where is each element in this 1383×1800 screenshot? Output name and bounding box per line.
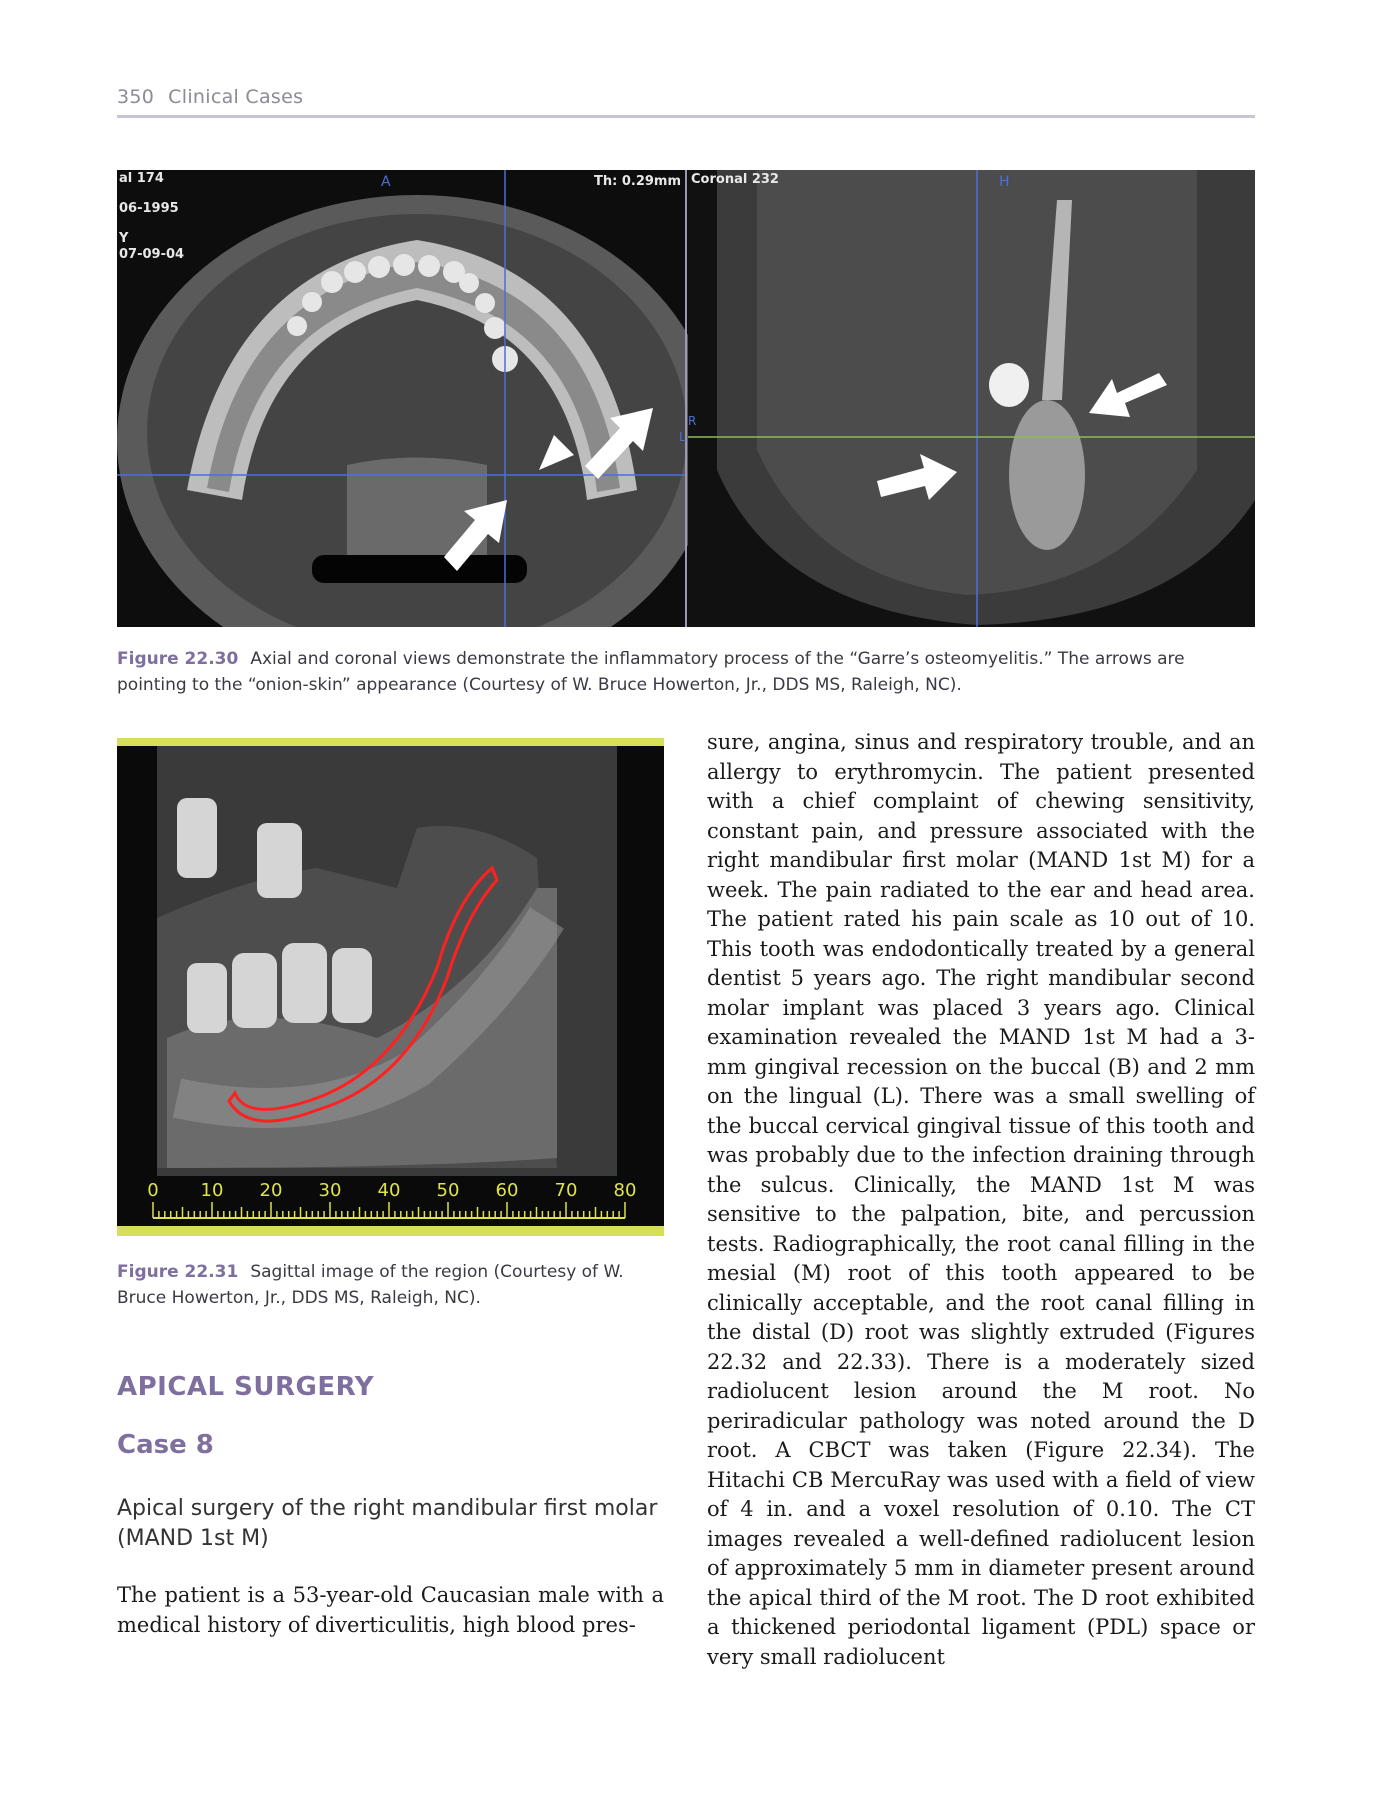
left-column-paragraph: The patient is a 53-year-old Caucasian male with a medical history of diverticulitis, high blood pres- — [117, 1583, 664, 1637]
header-rule — [117, 115, 1255, 118]
figure-22-31-caption-text: Sagittal image of the region (Courtesy of W. Bruce Howerton, Jr., DDS MS, Raleigh, NC). — [117, 1262, 624, 1308]
ruler-tick-label: 0 — [147, 1180, 159, 1201]
figure-22-30-label: Figure 22.30 — [117, 649, 239, 669]
ruler-tick-label: 20 — [259, 1180, 283, 1201]
axial-label-line-1: al 174 — [119, 171, 164, 186]
axial-label-line-4: 07-09-04 — [119, 247, 185, 262]
section-title: APICAL SURGERY — [117, 1372, 375, 1402]
marker-r: R — [688, 414, 697, 428]
running-head-section: Clinical Cases — [168, 86, 304, 108]
page-number: 350 — [117, 86, 155, 108]
figure-22-31-image — [117, 738, 664, 1236]
axial-label-line-3: Y — [119, 231, 129, 246]
coronal-marker: H — [999, 174, 1010, 190]
figure-22-30-caption — [117, 646, 1255, 698]
ruler-tick-label: 60 — [495, 1180, 519, 1201]
ruler-tick-label: 30 — [318, 1180, 342, 1201]
axial-label-line-2: 06-1995 — [119, 201, 179, 216]
ruler-tick-label: 40 — [377, 1180, 401, 1201]
ruler-tick-label: 80 — [613, 1180, 637, 1201]
figure-22-31-label: Figure 22.31 — [117, 1262, 239, 1282]
axial-marker: A — [381, 174, 391, 190]
running-head — [117, 86, 303, 108]
figure-22-30-caption-text: Axial and coronal views demonstrate the inflammatory process of the “Garre’s osteomyelitis.” The arrows are pointing to the “onion-skin” appearance (Courtesy of W. Bruce Howerton, Jr., DDS MS, Raleigh, NC). — [117, 649, 1185, 695]
right-column-paragraph: sure, angina, sinus and respiratory trouble, and an allergy to erythromycin. The patient presented with a chief complaint of chewing sensitivity, constant pain, and pressure associated with the right mandibular first molar (MAND 1st M) for a week. The pain radiated to the ear and head area. The patient rated his pain scale as 10 out of 10. This tooth was endodontically treated by a general dentist 5 years ago. The right mandibular second molar implant was placed 3 years ago. Clinical examination revealed the MAND 1st M had a 3-mm gingival recession on the buccal (B) and 2 mm on the lingual (L). There was a small swelling of the buccal cervical gingival tissue of this tooth and was probably due to the infection draining through the sulcus. Clinically, the MAND 1st M was sensitive to the palpation, bite, and percussion tests. Radiographically, the root canal filling in the mesial (M) root of this tooth appeared to be clinically acceptable, and the root canal filling in the distal (D) root was slightly extruded (Figures 22.32 and 22.33). There is a moderately sized radiolucent lesion around the M root. No periradicular pathology was noted around the D root. A CBCT was taken (Figure 22.34). The Hitachi CB MercuRay was used with a field of view of 4 in. and a voxel resolution of 0.10. The CT images revealed a well-defined radiolucent lesion of approximately 5 mm in diameter present around the apical third of the M root. The D root exhibited a thickened periodontal ligament (PDL) space or very small radiolucent — [707, 730, 1255, 1669]
case-title: Case 8 — [117, 1430, 214, 1460]
case-subtitle: Apical surgery of the right mandibular first molar (MAND 1st M) — [117, 1496, 658, 1551]
marker-l: L — [679, 430, 686, 444]
coronal-label: Coronal 232 — [691, 172, 779, 187]
thickness-label: Th: 0.29mm — [594, 174, 682, 189]
ruler-tick-label: 50 — [436, 1180, 460, 1201]
figure-22-31-caption — [117, 1259, 664, 1311]
ruler-tick-label: 70 — [554, 1180, 578, 1201]
ruler-tick-label: 10 — [200, 1180, 224, 1201]
figure-22-30-image — [117, 170, 1255, 627]
